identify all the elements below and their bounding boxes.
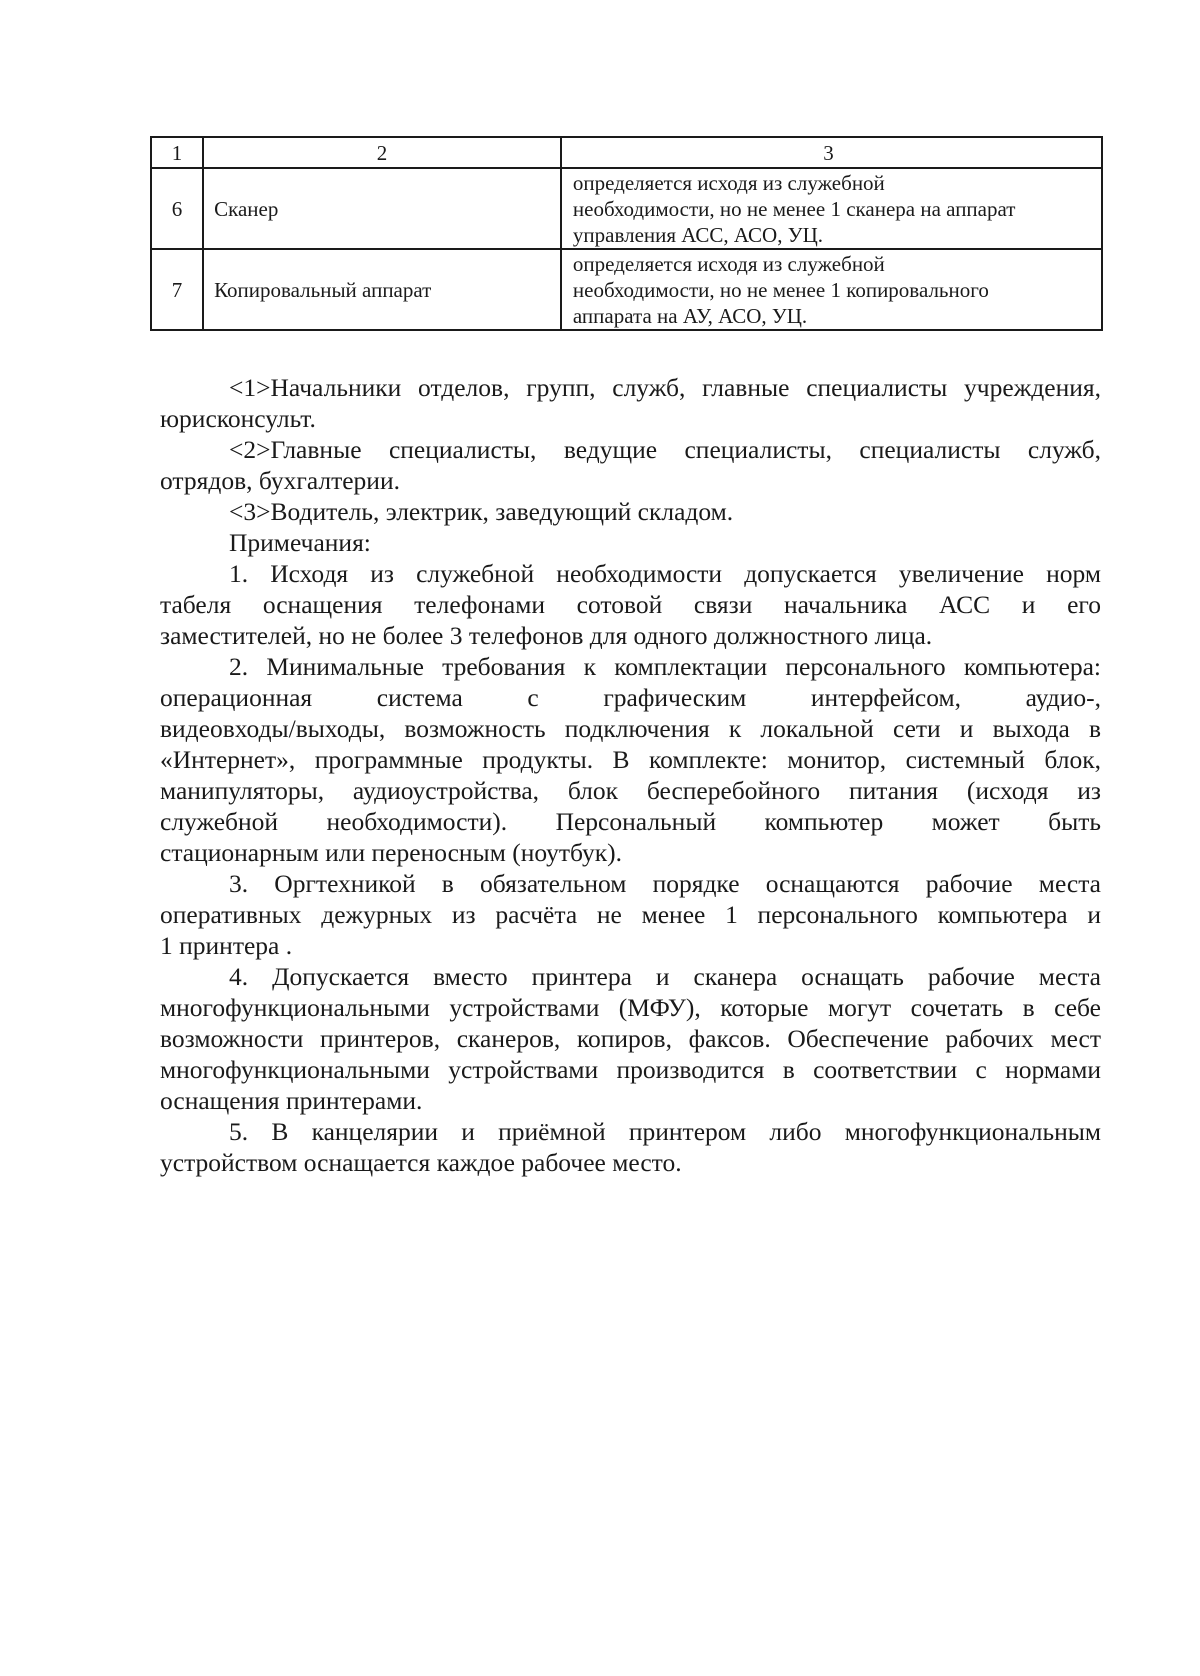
text-line: устройством оснащается каждое рабочее место. [160,1148,682,1177]
equipment-name: Сканер [203,168,561,249]
text-line: 2. Минимальные требования к комплектации персонального компьютера: [229,652,1101,681]
norm-line: определяется исходя из служебной [572,251,885,276]
footnote-2 [160,434,1101,496]
text-line: многофункциональными устройствами (МФУ), которые могут сочетать в себе [160,993,1101,1022]
note-2 [160,651,1101,868]
text-line: служебной необходимости). Персональный компьютер может быть [160,807,1101,836]
text-line: манипуляторы, аудиоустройства, блок бесперебойного питания (исходя из [160,776,1101,805]
text-line: юрисконсульт. [160,404,316,433]
text-line: операционная система с графическим интерфейсом, аудио-, [160,683,1101,712]
equipment-norm [561,249,1102,330]
text-line: отрядов, бухгалтерии. [160,466,400,495]
text-line: <3>Водитель, электрик, заведующий складом. [229,497,734,526]
norm-line: необходимости, но не менее 1 копировального [572,277,989,302]
text-line: <2>Главные специалисты, ведущие специалисты, специалисты служб, [229,435,1101,464]
table-header-row [151,137,1102,168]
table-header-cell: 2 [203,137,561,168]
text-line: возможности принтеров, сканеров, копиров, факсов. Обеспечение рабочих мест [160,1024,1101,1053]
text-line: многофункциональными устройствами производится в соответствии с нормами [160,1055,1101,1084]
row-number: 7 [151,249,203,330]
footnote-3 [160,496,1101,527]
text-line: 3. Оргтехникой в обязательном порядке оснащаются рабочие места [229,869,1101,898]
text-line: 4. Допускается вместо принтера и сканера оснащать рабочие места [229,962,1101,991]
document-text [160,372,1101,1178]
norm-line: необходимости, но не менее 1 сканера на аппарат [572,196,1016,221]
text-line: Примечания: [229,528,371,557]
note-5 [160,1116,1101,1178]
equipment-table [150,136,1103,331]
footnote-1 [160,372,1101,434]
text-line: видеовходы/выходы, возможность подключения к локальной сети и выхода в [160,714,1101,743]
text-line: оснащения принтерами. [160,1086,423,1115]
text-line: табеля оснащения телефонами сотовой связи начальника АСС и его [160,590,1101,619]
note-1 [160,558,1101,651]
table-header-cell: 3 [561,137,1102,168]
equipment-name: Копировальный аппарат [203,249,561,330]
norm-line: управления АСС, АСО, УЦ. [572,222,823,247]
text-line: оперативных дежурных из расчёта не менее 1 персонального компьютера и [160,900,1101,929]
notes-heading [160,527,1101,558]
text-line: 1 принтера . [160,931,293,960]
text-line: заместителей, но не более 3 телефонов для одного должностного лица. [160,621,933,650]
norm-line: определяется исходя из служебной [572,170,885,195]
table-row [151,168,1102,249]
row-number: 6 [151,168,203,249]
text-line: стационарным или переносным (ноутбук). [160,838,623,867]
text-line: 1. Исходя из служебной необходимости допускается увеличение норм [229,559,1101,588]
note-3 [160,868,1101,961]
equipment-norm [561,168,1102,249]
text-line: 5. В канцелярии и приёмной принтером либо многофункциональным [229,1117,1101,1146]
text-line: «Интернет», программные продукты. В комплекте: монитор, системный блок, [160,745,1101,774]
text-line: <1>Начальники отделов, групп, служб, главные специалисты учреждения, [229,373,1101,402]
table-header-cell: 1 [151,137,203,168]
norm-line: аппарата на АУ, АСО, УЦ. [572,303,808,328]
note-4 [160,961,1101,1116]
table-row [151,249,1102,330]
